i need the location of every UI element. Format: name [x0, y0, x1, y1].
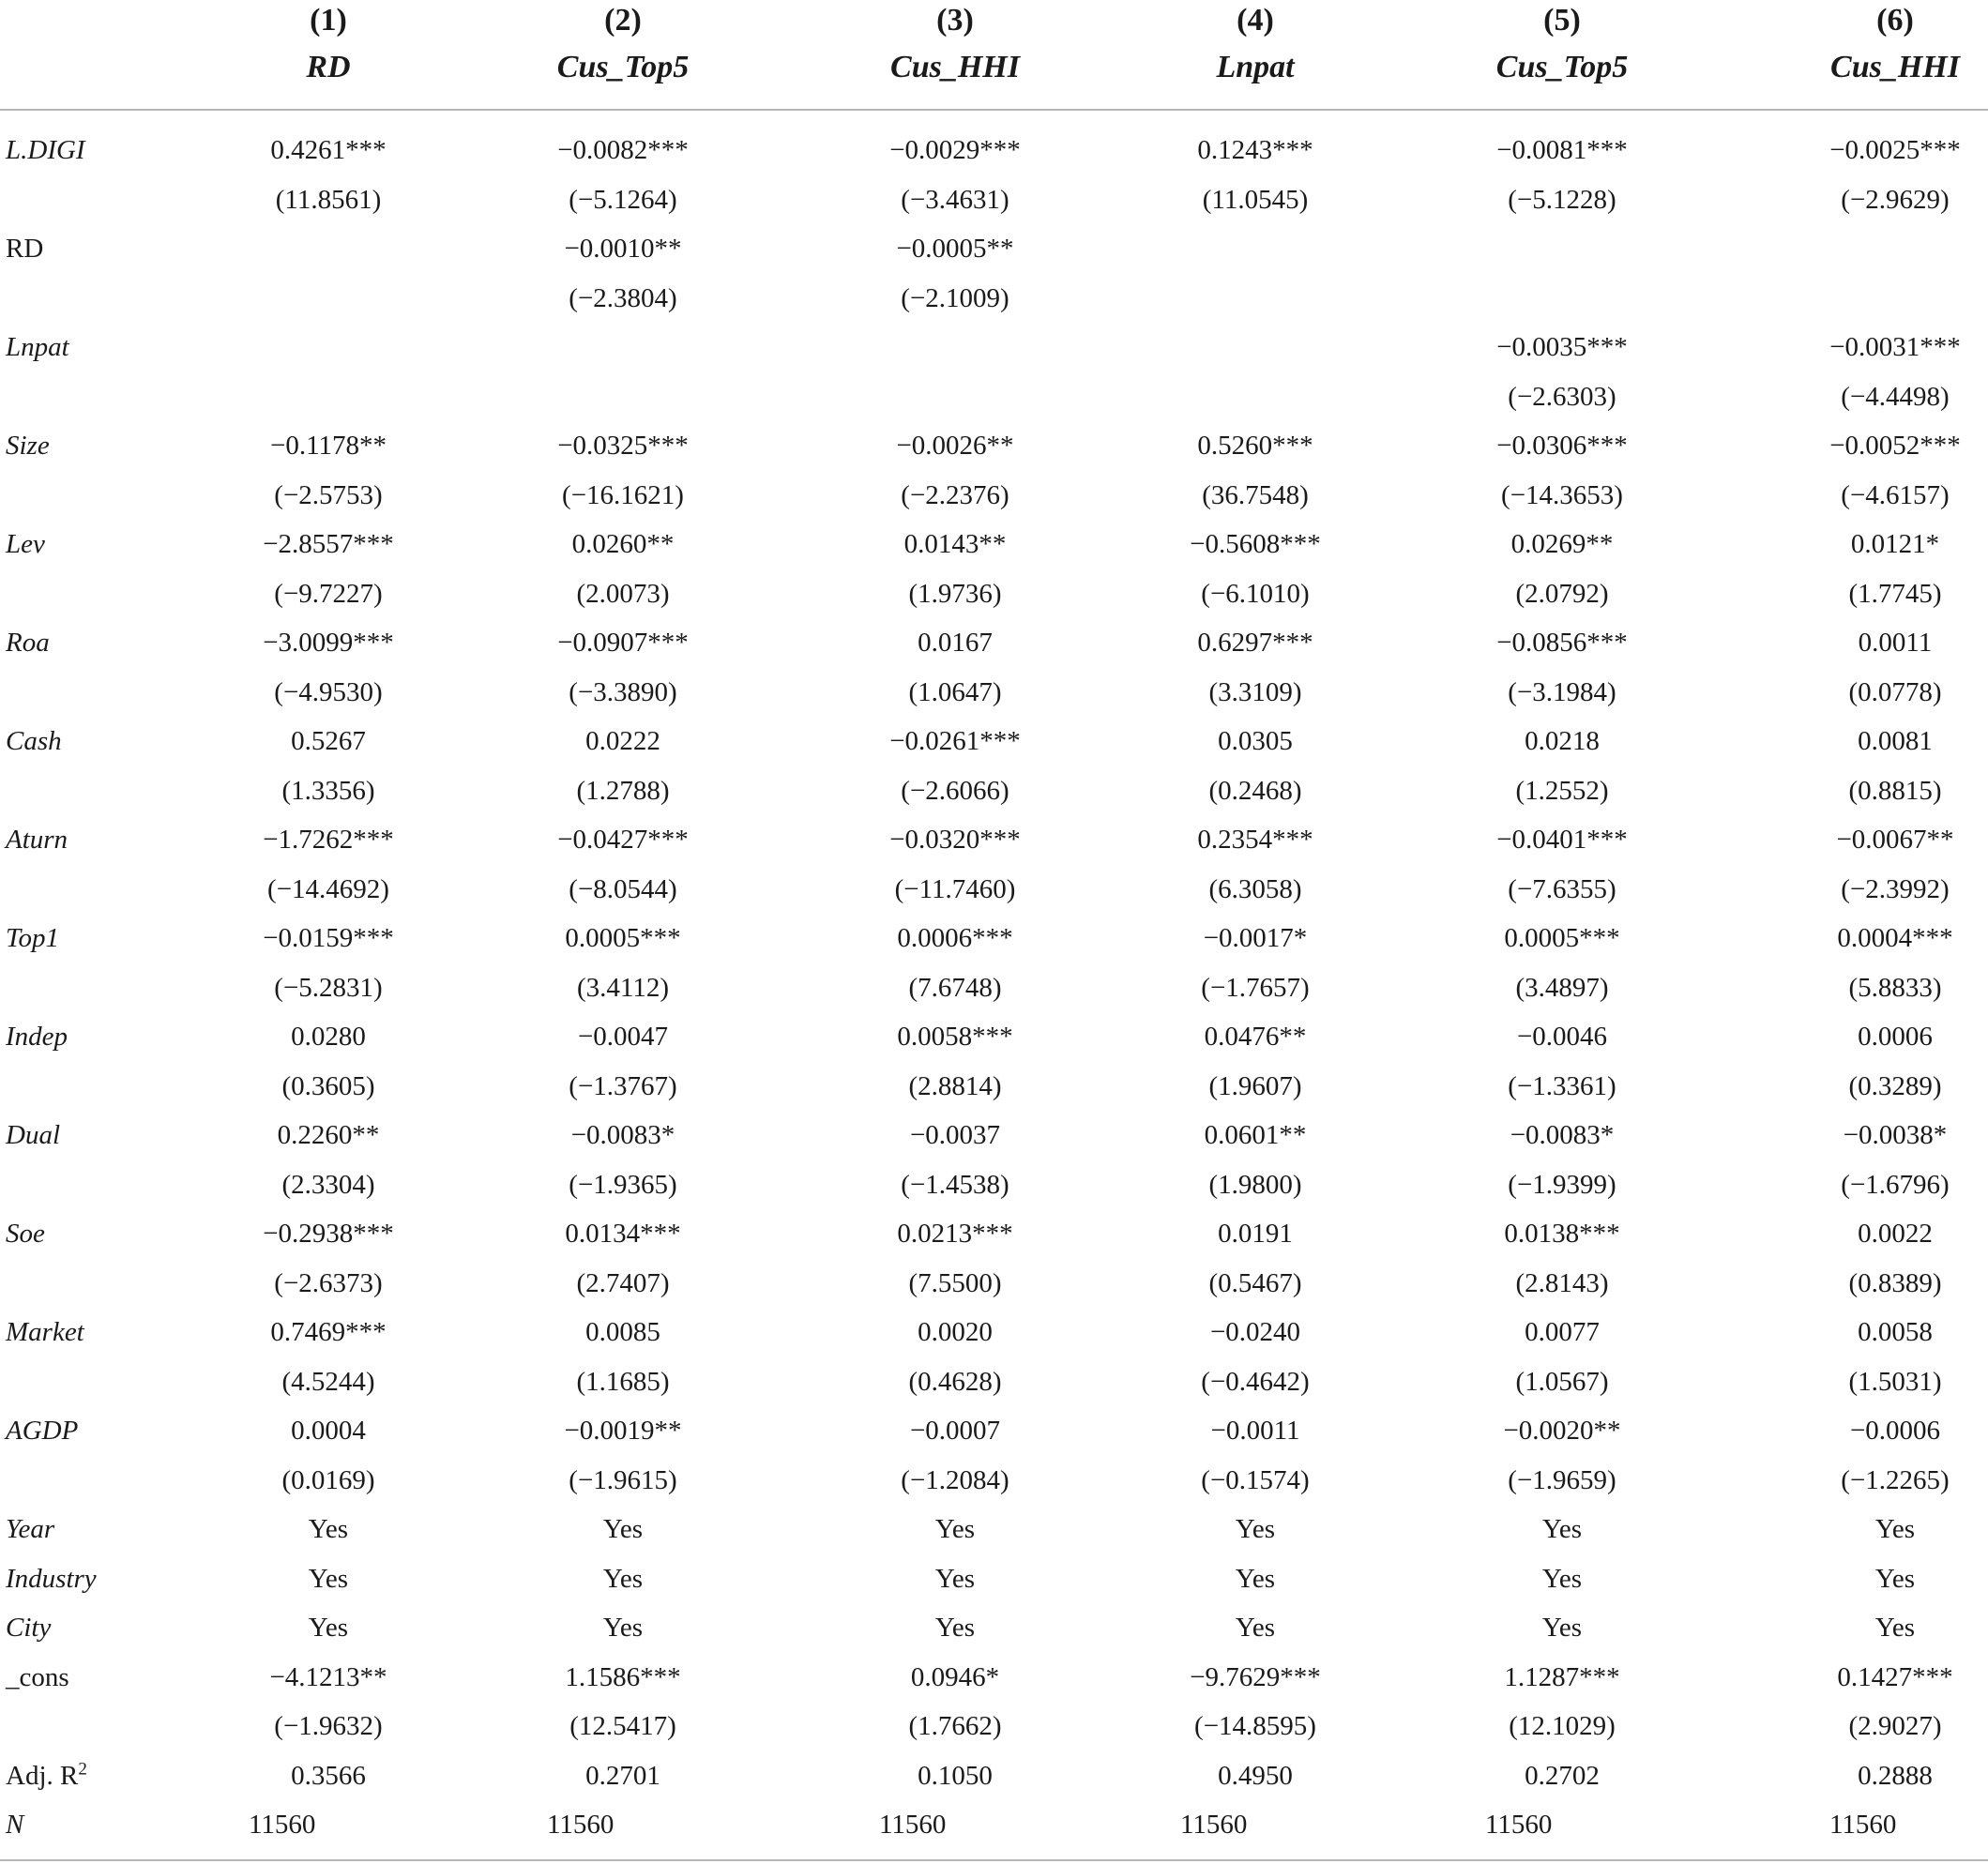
t-stat-cell: (−2.6066)	[901, 775, 1009, 806]
coefficient-cell: 0.0020	[918, 1317, 993, 1347]
t-stat-cell: (6.3058)	[1208, 873, 1302, 904]
t-stat-cell: (1.7662)	[908, 1711, 1002, 1741]
row-label-text: L.DIGI	[6, 135, 85, 165]
t-stat-cell: (−5.1228)	[1508, 184, 1616, 215]
coefficient-cell: −0.0047	[577, 1022, 669, 1052]
coefficient-cell: −0.0325***	[557, 431, 689, 461]
t-stat-cell: (1.2552)	[1515, 775, 1609, 806]
coefficient-cell: 0.0058	[1858, 1317, 1933, 1347]
n-cell: 11560	[1485, 1810, 1553, 1840]
coefficient-cell: 0.0004	[291, 1416, 366, 1446]
coefficient-cell: −0.0427***	[557, 825, 689, 855]
t-stat-cell: (−3.1984)	[1508, 676, 1616, 707]
coefficient-cell: −0.0037	[909, 1120, 1001, 1150]
t-stat-cell: (1.0567)	[1515, 1366, 1609, 1397]
coefficient-cell: 0.7469***	[270, 1317, 387, 1347]
table-row	[0, 1505, 1988, 1553]
t-stat-cell: (1.0647)	[908, 676, 1002, 707]
row-label-superscript: 2	[78, 1758, 87, 1779]
coefficient-cell: −0.0856***	[1496, 628, 1628, 658]
coefficient-cell: 0.0081	[1858, 726, 1933, 756]
coefficient-cell: 0.0305	[1218, 726, 1293, 756]
t-stat-cell: (−1.9615)	[569, 1464, 677, 1495]
coefficient-cell: −0.0010**	[564, 234, 682, 264]
t-stat-row	[0, 668, 1988, 717]
t-stat-cell: (12.1029)	[1509, 1711, 1616, 1741]
coefficient-cell: −0.2938***	[263, 1219, 394, 1249]
t-stat-row	[0, 372, 1988, 421]
coefficient-cell: −1.7262***	[263, 825, 394, 855]
t-stat-cell: (−2.3992)	[1841, 873, 1950, 904]
t-stat-cell: (−14.3653)	[1501, 479, 1623, 510]
row-label	[6, 717, 62, 765]
t-stat-cell: (−2.1009)	[901, 282, 1009, 313]
t-stat-cell: (0.3289)	[1848, 1070, 1942, 1101]
t-stat-cell: (−0.4642)	[1201, 1366, 1310, 1397]
coefficient-cell: −0.0025***	[1829, 135, 1961, 165]
coefficient-cell: −0.0005**	[896, 234, 1014, 264]
t-stat-cell: (0.0169)	[281, 1464, 375, 1495]
row-label-text: Indep	[6, 1022, 68, 1052]
coefficient-cell: −2.8557***	[263, 529, 394, 559]
t-stat-cell: (−2.2376)	[901, 479, 1009, 510]
coefficient-cell: 0.6297***	[1197, 628, 1313, 658]
t-stat-cell: (−1.7657)	[1201, 972, 1310, 1003]
t-stat-cell: (−14.4692)	[267, 873, 389, 904]
column-name: Cus_Top5	[556, 50, 690, 84]
n-cell: 11560	[1180, 1810, 1248, 1840]
coefficient-cell: 0.0218	[1525, 726, 1600, 756]
n-cell: 11560	[1829, 1810, 1897, 1840]
t-stat-cell: (−2.9629)	[1841, 184, 1950, 215]
coefficient-cell: 0.1243***	[1197, 135, 1313, 165]
adj-r2-cell: 0.3566	[291, 1760, 366, 1791]
coefficient-cell: −0.0306***	[1496, 431, 1628, 461]
table-row	[0, 1406, 1988, 1455]
coefficient-cell: 0.0022	[1858, 1219, 1933, 1249]
table-row	[0, 815, 1988, 864]
fixed-effect-cell: Yes	[1235, 1514, 1276, 1544]
fixed-effect-cell: Yes	[1874, 1613, 1916, 1643]
coefficient-cell: 0.0143**	[903, 529, 1007, 559]
coefficient-cell: 0.5260***	[1197, 431, 1313, 461]
row-label-text: City	[6, 1613, 52, 1643]
t-stat-cell: (0.2468)	[1208, 775, 1302, 806]
t-stat-cell: (2.0792)	[1515, 578, 1609, 609]
t-stat-row	[0, 963, 1988, 1012]
coefficient-cell: −0.0038*	[1843, 1120, 1948, 1150]
coefficient-cell: 0.0011	[1858, 628, 1933, 658]
coefficient-cell: −0.0029***	[889, 135, 1021, 165]
t-stat-cell: (2.7407)	[576, 1267, 670, 1298]
t-stat-row	[0, 1160, 1988, 1209]
coefficient-cell: 0.0269**	[1510, 529, 1614, 559]
t-stat-cell: (1.5031)	[1848, 1366, 1942, 1397]
t-stat-row	[0, 1702, 1988, 1750]
t-stat-cell: (−2.3804)	[569, 282, 677, 313]
t-stat-cell: (−1.9399)	[1508, 1169, 1616, 1200]
t-stat-row	[0, 569, 1988, 618]
t-stat-row	[0, 274, 1988, 323]
t-stat-cell: (−1.2084)	[901, 1464, 1009, 1495]
t-stat-cell: (−2.6303)	[1508, 381, 1616, 412]
row-label	[6, 815, 68, 864]
coefficient-cell: −0.0320***	[889, 825, 1021, 855]
adj-r2-cell: 0.2701	[585, 1760, 660, 1791]
t-stat-cell: (0.4628)	[908, 1366, 1002, 1397]
t-stat-cell: (−11.7460)	[894, 873, 1016, 904]
row-label-text: Soe	[6, 1219, 45, 1249]
t-stat-cell: (0.8815)	[1848, 775, 1942, 806]
fixed-effect-cell: Yes	[1874, 1514, 1916, 1544]
n-cell: 11560	[547, 1810, 615, 1840]
table-row	[0, 1111, 1988, 1159]
coefficient-cell: 0.1427***	[1837, 1661, 1953, 1692]
row-label-text: Industry	[6, 1563, 97, 1594]
table-row	[0, 323, 1988, 371]
row-label-text: RD	[6, 234, 44, 264]
row-label-text: Market	[6, 1317, 84, 1347]
coefficient-cell: −0.0082***	[557, 135, 689, 165]
row-label-text: Aturn	[6, 825, 68, 855]
coefficient-cell: −0.0907***	[557, 628, 689, 658]
fixed-effect-cell: Yes	[602, 1514, 644, 1544]
coefficient-cell: −0.0019**	[564, 1416, 682, 1446]
column-name: Cus_Top5	[1495, 50, 1629, 84]
table-row	[0, 1209, 1988, 1258]
t-stat-cell: (−14.8595)	[1194, 1711, 1316, 1741]
t-stat-row	[0, 1357, 1988, 1406]
coefficient-cell: 0.2354***	[1197, 825, 1313, 855]
coefficient-cell: 0.0280	[291, 1022, 366, 1052]
t-stat-cell: (1.9607)	[1208, 1070, 1302, 1101]
coefficient-cell: −0.0081***	[1496, 135, 1628, 165]
row-label	[6, 224, 43, 273]
t-stat-cell: (1.9800)	[1208, 1169, 1302, 1200]
coefficient-cell: 0.0006***	[897, 923, 1013, 953]
t-stat-cell: (−16.1621)	[562, 479, 684, 510]
t-stat-cell: (4.5244)	[281, 1366, 375, 1397]
t-stat-cell: (−9.7227)	[274, 578, 383, 609]
table-row	[0, 224, 1988, 273]
coefficient-cell: 0.0121*	[1850, 529, 1940, 559]
row-label	[6, 1800, 23, 1849]
row-label-text: Lnpat	[6, 332, 69, 362]
coefficient-cell: 0.0946*	[910, 1661, 1000, 1692]
n-cell: 11560	[879, 1810, 947, 1840]
column-number: (6)	[1876, 3, 1914, 38]
row-label	[6, 1308, 84, 1356]
table-row	[0, 421, 1988, 470]
coefficient-cell: −0.0046	[1516, 1022, 1608, 1052]
coefficient-cell: −0.0035***	[1496, 332, 1628, 362]
row-label	[6, 1012, 68, 1061]
t-stat-cell: (11.8561)	[275, 184, 382, 215]
t-stat-cell: (−1.9365)	[569, 1169, 677, 1200]
table-row	[0, 717, 1988, 765]
t-stat-cell: (−1.4538)	[901, 1169, 1009, 1200]
n-cell: 11560	[249, 1810, 316, 1840]
fixed-effect-cell: Yes	[602, 1563, 644, 1594]
fixed-effect-cell: Yes	[308, 1563, 349, 1594]
coefficient-cell: 0.0005***	[1504, 923, 1620, 953]
row-label-text: Size	[6, 431, 50, 461]
t-stat-cell: (−1.3361)	[1508, 1070, 1616, 1101]
coefficient-cell: 0.0134***	[565, 1219, 681, 1249]
t-stat-cell: (−1.2265)	[1841, 1464, 1950, 1495]
t-stat-cell: (1.3356)	[281, 775, 375, 806]
t-stat-cell: (−3.4631)	[901, 184, 1009, 215]
coefficient-cell: 0.0167	[918, 628, 993, 658]
coefficient-cell: −0.0261***	[889, 726, 1021, 756]
column-number: (4)	[1237, 3, 1274, 38]
fixed-effect-cell: Yes	[1874, 1563, 1916, 1594]
row-label-text: AGDP	[6, 1416, 79, 1446]
row-label	[6, 421, 50, 470]
table-row	[0, 520, 1988, 568]
table-row	[0, 1554, 1988, 1603]
t-stat-cell: (3.4112)	[577, 972, 669, 1003]
t-stat-cell: (−3.3890)	[569, 676, 677, 707]
coefficient-cell: −0.0159***	[263, 923, 394, 953]
t-stat-cell: (7.6748)	[908, 972, 1002, 1003]
table-row	[0, 1653, 1988, 1702]
coefficient-cell: −0.0006	[1849, 1416, 1941, 1446]
coefficient-cell: 1.1287***	[1504, 1661, 1620, 1692]
row-label	[6, 618, 50, 667]
header-rule	[0, 109, 1988, 111]
row-label	[6, 520, 45, 568]
coefficient-cell: −0.0083*	[570, 1120, 675, 1150]
table-row	[0, 1751, 1988, 1800]
column-name: Lnpat	[1216, 50, 1295, 84]
t-stat-cell: (−1.6796)	[1841, 1169, 1950, 1200]
coefficient-cell: 0.0476**	[1204, 1022, 1307, 1052]
coefficient-cell: 0.0004***	[1837, 923, 1953, 953]
table-row	[0, 1012, 1988, 1061]
coefficient-cell: 0.0213***	[897, 1219, 1013, 1249]
t-stat-cell: (−1.3767)	[569, 1070, 677, 1101]
t-stat-cell: (5.8833)	[1848, 972, 1942, 1003]
coefficient-cell: 0.0222	[585, 726, 660, 756]
coefficient-cell: 0.0005***	[565, 923, 681, 953]
coefficient-cell: 0.2260**	[277, 1120, 380, 1150]
adj-r2-cell: 0.1050	[918, 1760, 993, 1791]
coefficient-cell: −0.0026**	[896, 431, 1014, 461]
t-stat-cell: (−8.0544)	[569, 873, 677, 904]
fixed-effect-cell: Yes	[308, 1613, 349, 1643]
t-stat-cell: (2.8143)	[1515, 1267, 1609, 1298]
fixed-effect-cell: Yes	[1541, 1514, 1583, 1544]
fixed-effect-cell: Yes	[934, 1563, 976, 1594]
coefficient-cell: 0.5267	[291, 726, 366, 756]
t-stat-cell: (0.5467)	[1208, 1267, 1302, 1298]
coefficient-cell: −4.1213**	[269, 1661, 387, 1692]
table-row	[0, 1800, 1988, 1849]
coefficient-cell: 1.1586***	[565, 1661, 681, 1692]
table-row	[0, 1603, 1988, 1652]
t-stat-cell: (−2.6373)	[274, 1267, 383, 1298]
coefficient-cell: −3.0099***	[263, 628, 394, 658]
bottom-rule	[0, 1859, 1988, 1861]
t-stat-row	[0, 1259, 1988, 1308]
coefficient-cell: −0.5608***	[1190, 529, 1321, 559]
t-stat-cell: (−4.4498)	[1841, 381, 1950, 412]
coefficient-cell: 0.0058***	[897, 1022, 1013, 1052]
column-name: Cus_HHI	[1830, 50, 1960, 84]
coefficient-cell: 0.0077	[1525, 1317, 1600, 1347]
row-label	[6, 323, 69, 371]
adj-r2-cell: 0.4950	[1218, 1760, 1293, 1791]
column-name: Cus_HHI	[890, 50, 1020, 84]
row-label	[6, 1111, 60, 1159]
t-stat-cell: (1.2788)	[576, 775, 670, 806]
t-stat-cell: (1.9736)	[908, 578, 1002, 609]
coefficient-cell: 0.4261***	[270, 135, 387, 165]
column-number: (5)	[1543, 3, 1581, 38]
row-label-text: Cash	[6, 726, 62, 756]
row-label-text: Roa	[6, 628, 50, 658]
fixed-effect-cell: Yes	[602, 1613, 644, 1643]
t-stat-cell: (−4.9530)	[274, 676, 383, 707]
t-stat-cell: (−0.1574)	[1201, 1464, 1310, 1495]
row-label	[6, 914, 59, 962]
adj-r2-cell: 0.2888	[1858, 1760, 1933, 1791]
row-label-text: Dual	[6, 1120, 60, 1150]
coefficient-cell: −0.0067**	[1836, 825, 1954, 855]
coefficient-cell: 0.0085	[585, 1317, 660, 1347]
adj-r2-cell: 0.2702	[1525, 1760, 1600, 1791]
row-label	[6, 126, 85, 174]
coefficient-cell: −0.0020**	[1503, 1416, 1621, 1446]
table-row	[0, 1308, 1988, 1356]
t-stat-cell: (−6.1010)	[1201, 578, 1310, 609]
t-stat-row	[0, 865, 1988, 914]
row-label	[6, 1406, 78, 1455]
row-label	[6, 1603, 51, 1652]
t-stat-cell: (0.8389)	[1848, 1267, 1942, 1298]
coefficient-cell: 0.0191	[1218, 1219, 1293, 1249]
coefficient-cell: −0.0017*	[1203, 923, 1308, 953]
column-name: RD	[306, 50, 351, 84]
fixed-effect-cell: Yes	[1541, 1613, 1583, 1643]
t-stat-cell: (3.3109)	[1208, 676, 1302, 707]
row-label-text: Adj. R	[6, 1760, 79, 1791]
row-label-text: Top1	[6, 923, 59, 953]
t-stat-row	[0, 1456, 1988, 1505]
row-label	[6, 1751, 87, 1800]
t-stat-row	[0, 175, 1988, 224]
t-stat-cell: (2.0073)	[576, 578, 670, 609]
t-stat-cell: (−4.6157)	[1841, 479, 1950, 510]
fixed-effect-cell: Yes	[1235, 1613, 1276, 1643]
fixed-effect-cell: Yes	[308, 1514, 349, 1544]
t-stat-cell: (−1.9659)	[1508, 1464, 1616, 1495]
t-stat-cell: (7.5500)	[908, 1267, 1002, 1298]
coefficient-cell: −0.0401***	[1496, 825, 1628, 855]
coefficient-cell: 0.0601**	[1204, 1120, 1307, 1150]
coefficient-cell: −0.1178**	[269, 431, 387, 461]
t-stat-cell: (−1.9632)	[274, 1711, 383, 1741]
coefficient-cell: −9.7629***	[1190, 1661, 1321, 1692]
column-number: (2)	[604, 3, 642, 38]
t-stat-cell: (1.7745)	[1848, 578, 1942, 609]
fixed-effect-cell: Yes	[1235, 1563, 1276, 1594]
t-stat-cell: (11.0545)	[1202, 184, 1309, 215]
coefficient-cell: −0.0083*	[1510, 1120, 1615, 1150]
coefficient-cell: −0.0031***	[1829, 332, 1961, 362]
row-label	[6, 1554, 97, 1603]
column-number: (3)	[936, 3, 974, 38]
t-stat-cell: (0.3605)	[281, 1070, 375, 1101]
table-row	[0, 126, 1988, 174]
t-stat-cell: (−5.2831)	[274, 972, 383, 1003]
t-stat-cell: (1.1685)	[576, 1366, 670, 1397]
fixed-effect-cell: Yes	[1541, 1563, 1583, 1594]
t-stat-cell: (12.5417)	[569, 1711, 676, 1741]
t-stat-cell: (−2.5753)	[274, 479, 383, 510]
t-stat-cell: (36.7548)	[1202, 479, 1309, 510]
coefficient-cell: 0.0260**	[571, 529, 675, 559]
row-label-text: _cons	[6, 1661, 69, 1692]
coefficient-cell: −0.0240	[1209, 1317, 1301, 1347]
row-label-text: Year	[6, 1514, 55, 1544]
fixed-effect-cell: Yes	[934, 1613, 976, 1643]
t-stat-cell: (2.8814)	[908, 1070, 1002, 1101]
column-number: (1)	[310, 3, 347, 38]
row-label-text: Lev	[6, 529, 45, 559]
row-label	[6, 1209, 45, 1258]
t-stat-cell: (−7.6355)	[1508, 873, 1616, 904]
coefficient-cell: 0.0138***	[1504, 1219, 1620, 1249]
t-stat-cell: (2.9027)	[1848, 1711, 1942, 1741]
t-stat-cell: (2.3304)	[281, 1169, 375, 1200]
table-row	[0, 914, 1988, 962]
t-stat-cell: (3.4897)	[1515, 972, 1609, 1003]
table-row	[0, 618, 1988, 667]
coefficient-cell: 0.0006	[1858, 1022, 1933, 1052]
row-label	[6, 1653, 69, 1702]
row-label	[6, 1505, 54, 1553]
fixed-effect-cell: Yes	[934, 1514, 976, 1544]
row-label-text: N	[6, 1810, 24, 1840]
t-stat-row	[0, 1062, 1988, 1111]
t-stat-cell: (0.0778)	[1848, 676, 1942, 707]
coefficient-cell: −0.0052***	[1829, 431, 1961, 461]
coefficient-cell: −0.0007	[909, 1416, 1001, 1446]
coefficient-cell: −0.0011	[1210, 1416, 1300, 1446]
t-stat-cell: (−5.1264)	[569, 184, 677, 215]
t-stat-row	[0, 471, 1988, 520]
t-stat-row	[0, 766, 1988, 815]
